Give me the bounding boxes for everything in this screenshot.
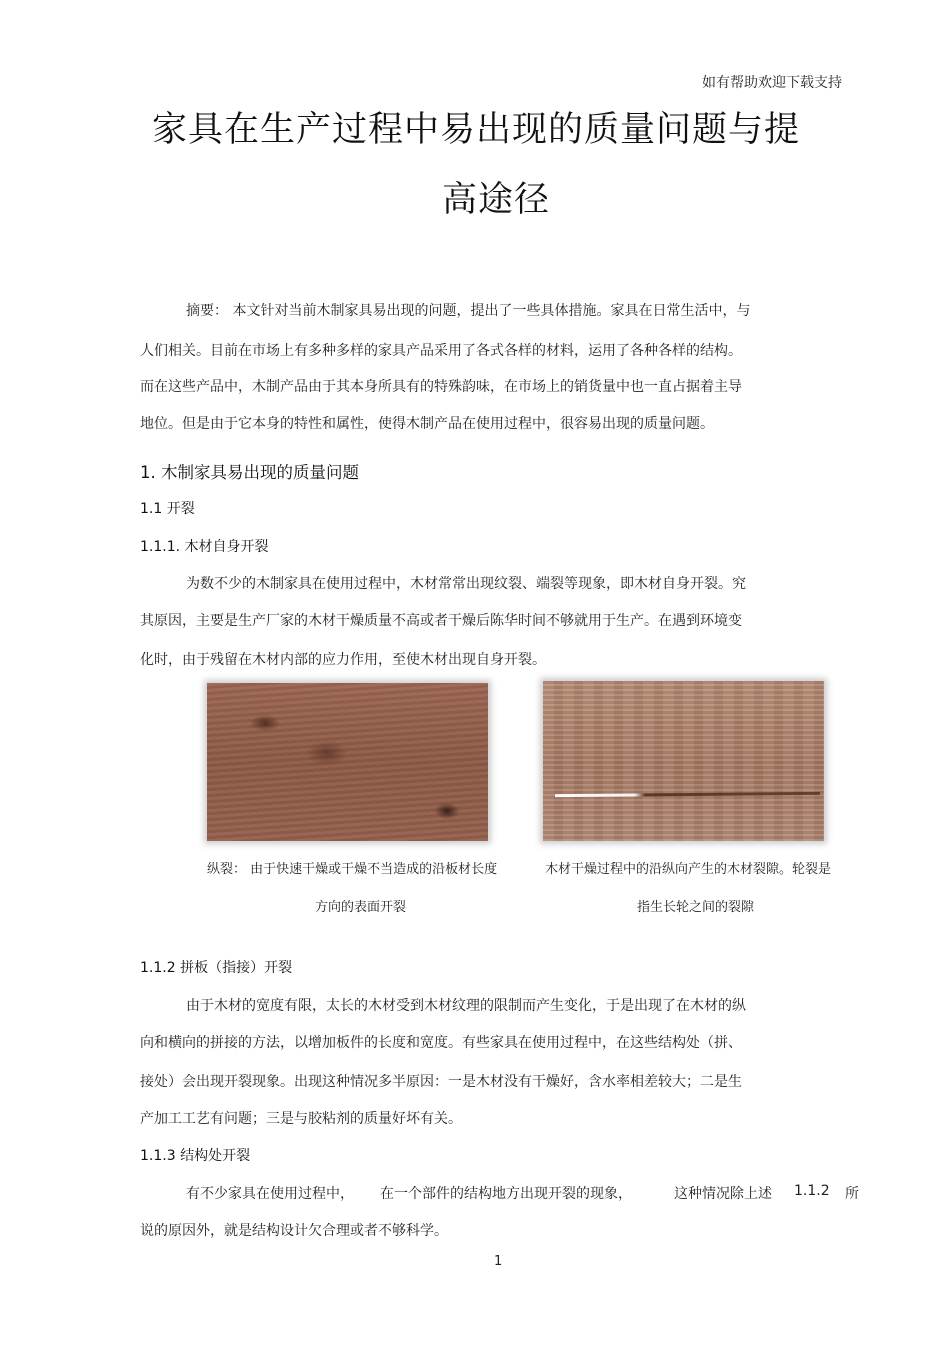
- page-number: 1: [494, 1254, 503, 1269]
- abstract-line: 摘要： 本文针对当前木制家具易出现的问题，提出了一些具体措施。家具在日常生活中，与: [186, 303, 751, 319]
- paragraph-line: 为数不少的木制家具在使用过程中，木材常常出现纹裂、端裂等现象，即木材自身开裂。究: [186, 576, 746, 592]
- wood-longitudinal-crack-photo: [207, 683, 488, 841]
- abstract-line: 人们相关。目前在市场上有多种多样的家具产品采用了各式各样的材料，运用了各种各样的结构。: [140, 343, 742, 359]
- header-note: 如有帮助欢迎下载支持: [702, 75, 842, 91]
- paragraph-segment: 所: [845, 1186, 859, 1202]
- figure-caption-1-line-1: 纵裂： 由于快速干燥或干燥不当造成的沿板材长度: [207, 862, 498, 877]
- paragraph-line: 其原因，主要是生产厂家的木材干燥质量不高或者干燥后陈华时间不够就用于生产。在遇到环境变: [140, 613, 742, 629]
- paragraph-line: 由于木材的宽度有限，太长的木材受到木材纹理的限制而产生变化，于是出现了在木材的纵: [186, 998, 746, 1014]
- section-reference: 1.1.2: [794, 1183, 830, 1199]
- crack-line: [555, 792, 820, 797]
- figure-caption-2-line-1: 木材干燥过程中的沿纵向产生的木材裂隙。轮裂是: [545, 862, 832, 877]
- subsection-heading-1-1-2: 1.1.2 拼板（指接）开裂: [140, 960, 293, 976]
- figure-caption-1-line-2: 方向的表面开裂: [315, 900, 407, 915]
- paragraph-segment: 这种情况除上述: [674, 1186, 772, 1202]
- section-heading-1: 1. 木制家具易出现的质量问题: [140, 463, 359, 482]
- wood-ring-crack-photo: [543, 681, 824, 841]
- paragraph-segment: 在一个部件的结构地方出现开裂的现象，: [380, 1186, 632, 1202]
- abstract-line: 而在这些产品中，木制产品由于其本身所具有的特殊韵味，在市场上的销货量中也一直占据着主导: [140, 379, 742, 395]
- subsection-heading-1-1: 1.1 开裂: [140, 501, 195, 517]
- paragraph-line: 说的原因外，就是结构设计欠合理或者不够科学。: [140, 1223, 448, 1239]
- paragraph-line: 产加工工艺有问题；三是与胶粘剂的质量好坏有关。: [140, 1111, 462, 1127]
- paragraph-segment: 有不少家具在使用过程中，: [186, 1186, 354, 1202]
- paragraph-line: 接处）会出现开裂现象。出现这种情况多半原因：一是木材没有干燥好，含水率相差较大；二是生: [140, 1074, 742, 1090]
- abstract-line: 地位。但是由于它本身的特性和属性，使得木制产品在使用过程中，很容易出现的质量问题。: [140, 416, 714, 432]
- paragraph-line: 化时，由于残留在木材内部的应力作用，至使木材出现自身开裂。: [140, 652, 546, 668]
- figure-caption-2-line-2: 指生长轮之间的裂隙: [637, 900, 755, 915]
- subsection-heading-1-1-1: 1.1.1. 木材自身开裂: [140, 539, 269, 555]
- paragraph-line: 向和横向的拼接的方法，以增加板件的长度和宽度。有些家具在使用过程中，在这些结构处（拼、: [140, 1035, 742, 1051]
- page-title-line-2: 高途径: [442, 180, 551, 220]
- subsection-heading-1-1-3: 1.1.3 结构处开裂: [140, 1148, 251, 1164]
- page-title-line-1: 家具在生产过程中易出现的质量问题与提: [152, 110, 801, 150]
